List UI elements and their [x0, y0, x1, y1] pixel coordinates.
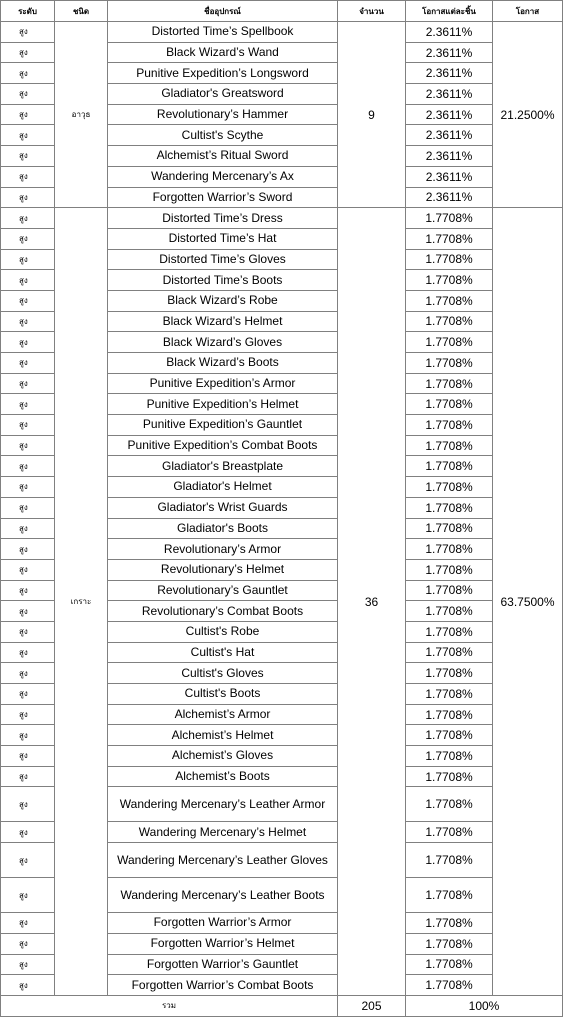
tier-cell: สูง — [1, 125, 55, 146]
chance-cell: 1.7708% — [406, 228, 493, 249]
chance-cell: 2.3611% — [406, 22, 493, 43]
chance-cell: 1.7708% — [406, 975, 493, 996]
tier-cell: สูง — [1, 746, 55, 767]
chance-cell: 1.7708% — [406, 208, 493, 229]
tier-cell: สูง — [1, 249, 55, 270]
tier-cell: สูง — [1, 270, 55, 291]
tier-cell: สูง — [1, 353, 55, 374]
item-name-cell: Alchemist’s Armor — [108, 704, 338, 725]
item-name-cell: Gladiator's Wrist Guards — [108, 497, 338, 518]
chance-cell: 1.7708% — [406, 415, 493, 436]
chance-cell: 2.3611% — [406, 125, 493, 146]
item-name-cell: Wandering Mercenary’s Helmet — [108, 822, 338, 843]
item-name-cell: Black Wizard’s Boots — [108, 353, 338, 374]
tier-cell: สูง — [1, 822, 55, 843]
item-name-cell: Punitive Expedition’s Longsword — [108, 63, 338, 84]
tier-cell: สูง — [1, 311, 55, 332]
item-name-cell: Gladiator's Greatsword — [108, 84, 338, 105]
group-chance-cell: 63.7500% — [493, 208, 563, 996]
chance-cell: 1.7708% — [406, 684, 493, 705]
tier-cell: สูง — [1, 580, 55, 601]
tier-cell: สูง — [1, 704, 55, 725]
item-name-cell: Distorted Time’s Hat — [108, 228, 338, 249]
tier-cell: สูง — [1, 933, 55, 954]
count-cell: 36 — [338, 208, 406, 996]
item-name-cell: Forgotten Warrior’s Helmet — [108, 933, 338, 954]
chance-cell: 1.7708% — [406, 559, 493, 580]
chance-cell: 1.7708% — [406, 353, 493, 374]
header-name: ชื่ออุปกรณ์ — [108, 1, 338, 22]
chance-cell: 1.7708% — [406, 311, 493, 332]
header-count: จำนวน — [338, 1, 406, 22]
item-name-cell: Punitive Expedition’s Armor — [108, 373, 338, 394]
chance-cell: 1.7708% — [406, 373, 493, 394]
item-name-cell: Punitive Expedition’s Gauntlet — [108, 415, 338, 436]
chance-cell: 1.7708% — [406, 497, 493, 518]
tier-cell: สูง — [1, 913, 55, 934]
tier-cell: สูง — [1, 725, 55, 746]
item-name-cell: Forgotten Warrior’s Combat Boots — [108, 975, 338, 996]
chance-cell: 1.7708% — [406, 601, 493, 622]
item-name-cell: Cultist's Robe — [108, 621, 338, 642]
chance-cell: 1.7708% — [406, 933, 493, 954]
header-tier: ระดับ — [1, 1, 55, 22]
chance-cell: 1.7708% — [406, 822, 493, 843]
item-name-cell: Wandering Mercenary’s Ax — [108, 166, 338, 187]
tier-cell: สูง — [1, 601, 55, 622]
item-name-cell: Alchemist’s Helmet — [108, 725, 338, 746]
chance-cell: 1.7708% — [406, 766, 493, 787]
kind-cell: เกราะ — [55, 208, 108, 996]
footer-total: 100% — [406, 995, 563, 1016]
item-name-cell: Cultist's Gloves — [108, 663, 338, 684]
item-name-cell: Alchemist’s Gloves — [108, 746, 338, 767]
chance-cell: 2.3611% — [406, 42, 493, 63]
chance-cell: 1.7708% — [406, 878, 493, 913]
chance-cell: 1.7708% — [406, 843, 493, 878]
item-name-cell: Revolutionary’s Hammer — [108, 104, 338, 125]
item-name-cell: Forgotten Warrior’s Armor — [108, 913, 338, 934]
tier-cell: สูง — [1, 146, 55, 167]
chance-cell: 1.7708% — [406, 435, 493, 456]
header-chance-total: โอกาส — [493, 1, 563, 22]
item-name-cell: Revolutionary’s Helmet — [108, 559, 338, 580]
tier-cell: สูง — [1, 559, 55, 580]
item-name-cell: Cultist's Boots — [108, 684, 338, 705]
chance-cell: 1.7708% — [406, 954, 493, 975]
tier-cell: สูง — [1, 456, 55, 477]
header-chance-each: โอกาสแต่ละชิ้น — [406, 1, 493, 22]
chance-cell: 1.7708% — [406, 518, 493, 539]
chance-cell: 1.7708% — [406, 270, 493, 291]
tier-cell: สูง — [1, 394, 55, 415]
tier-cell: สูง — [1, 497, 55, 518]
kind-cell: อาวุธ — [55, 22, 108, 208]
tier-cell: สูง — [1, 104, 55, 125]
chance-cell: 1.7708% — [406, 580, 493, 601]
chance-cell: 2.3611% — [406, 187, 493, 208]
tier-cell: สูง — [1, 166, 55, 187]
chance-cell: 1.7708% — [406, 539, 493, 560]
chance-cell: 1.7708% — [406, 642, 493, 663]
item-name-cell: Punitive Expedition’s Helmet — [108, 394, 338, 415]
table-row — [1, 22, 563, 43]
item-name-cell: Alchemist’s Ritual Sword — [108, 146, 338, 167]
tier-cell: สูง — [1, 954, 55, 975]
chance-cell: 1.7708% — [406, 725, 493, 746]
tier-cell: สูง — [1, 332, 55, 353]
item-name-cell: Distorted Time’s Dress — [108, 208, 338, 229]
tier-cell: สูง — [1, 84, 55, 105]
item-name-cell: Forgotten Warrior’s Sword — [108, 187, 338, 208]
item-name-cell: Black Wizard’s Wand — [108, 42, 338, 63]
item-name-cell: Gladiator's Helmet — [108, 477, 338, 498]
item-name-cell: Revolutionary’s Armor — [108, 539, 338, 560]
table-body — [1, 22, 563, 996]
chance-cell: 1.7708% — [406, 704, 493, 725]
chance-cell: 1.7708% — [406, 746, 493, 767]
chance-cell: 1.7708% — [406, 621, 493, 642]
tier-cell: สูง — [1, 539, 55, 560]
tier-cell: สูง — [1, 975, 55, 996]
item-name-cell: Gladiator's Boots — [108, 518, 338, 539]
tier-cell: สูง — [1, 684, 55, 705]
tier-cell: สูง — [1, 621, 55, 642]
tier-cell: สูง — [1, 435, 55, 456]
chance-cell: 2.3611% — [406, 166, 493, 187]
tier-cell: สูง — [1, 228, 55, 249]
header-row — [1, 1, 563, 22]
group-chance-cell: 21.2500% — [493, 22, 563, 208]
item-name-cell: Distorted Time’s Gloves — [108, 249, 338, 270]
item-name-cell: Revolutionary’s Combat Boots — [108, 601, 338, 622]
tier-cell: สูง — [1, 373, 55, 394]
tier-cell: สูง — [1, 22, 55, 43]
footer-count: 205 — [338, 995, 406, 1016]
tier-cell: สูง — [1, 642, 55, 663]
chance-cell: 2.3611% — [406, 104, 493, 125]
chance-cell: 2.3611% — [406, 146, 493, 167]
tier-cell: สูง — [1, 843, 55, 878]
chance-cell: 1.7708% — [406, 913, 493, 934]
tier-cell: สูง — [1, 787, 55, 822]
tier-cell: สูง — [1, 663, 55, 684]
item-name-cell: Cultist's Scythe — [108, 125, 338, 146]
item-name-cell: Gladiator's Breastplate — [108, 456, 338, 477]
table-row — [1, 208, 563, 229]
chance-cell: 1.7708% — [406, 394, 493, 415]
item-name-cell: Wandering Mercenary’s Leather Armor — [108, 787, 338, 822]
item-name-cell: Revolutionary’s Gauntlet — [108, 580, 338, 601]
footer-row — [1, 995, 563, 1016]
chance-cell: 1.7708% — [406, 477, 493, 498]
chance-cell: 1.7708% — [406, 456, 493, 477]
tier-cell: สูง — [1, 290, 55, 311]
item-name-cell: Wandering Mercenary’s Leather Boots — [108, 878, 338, 913]
item-name-cell: Forgotten Warrior’s Gauntlet — [108, 954, 338, 975]
item-name-cell: Distorted Time’s Boots — [108, 270, 338, 291]
item-name-cell: Black Wizard’s Robe — [108, 290, 338, 311]
header-kind: ชนิด — [55, 1, 108, 22]
tier-cell: สูง — [1, 518, 55, 539]
count-cell: 9 — [338, 22, 406, 208]
item-name-cell: Black Wizard’s Helmet — [108, 311, 338, 332]
item-name-cell: Alchemist’s Boots — [108, 766, 338, 787]
tier-cell: สูง — [1, 208, 55, 229]
chance-cell: 1.7708% — [406, 290, 493, 311]
item-name-cell: Distorted Time’s Spellbook — [108, 22, 338, 43]
tier-cell: สูง — [1, 187, 55, 208]
chance-cell: 1.7708% — [406, 332, 493, 353]
chance-cell: 2.3611% — [406, 84, 493, 105]
item-name-cell: Black Wizard’s Gloves — [108, 332, 338, 353]
chance-cell: 2.3611% — [406, 63, 493, 84]
footer-label: รวม — [1, 995, 338, 1016]
tier-cell: สูง — [1, 878, 55, 913]
tier-cell: สูง — [1, 63, 55, 84]
chance-cell: 1.7708% — [406, 249, 493, 270]
chance-cell: 1.7708% — [406, 787, 493, 822]
tier-cell: สูง — [1, 415, 55, 436]
chance-cell: 1.7708% — [406, 663, 493, 684]
tier-cell: สูง — [1, 42, 55, 63]
item-name-cell: Wandering Mercenary’s Leather Gloves — [108, 843, 338, 878]
tier-cell: สูง — [1, 766, 55, 787]
item-name-cell: Punitive Expedition’s Combat Boots — [108, 435, 338, 456]
item-name-cell: Cultist's Hat — [108, 642, 338, 663]
tier-cell: สูง — [1, 477, 55, 498]
